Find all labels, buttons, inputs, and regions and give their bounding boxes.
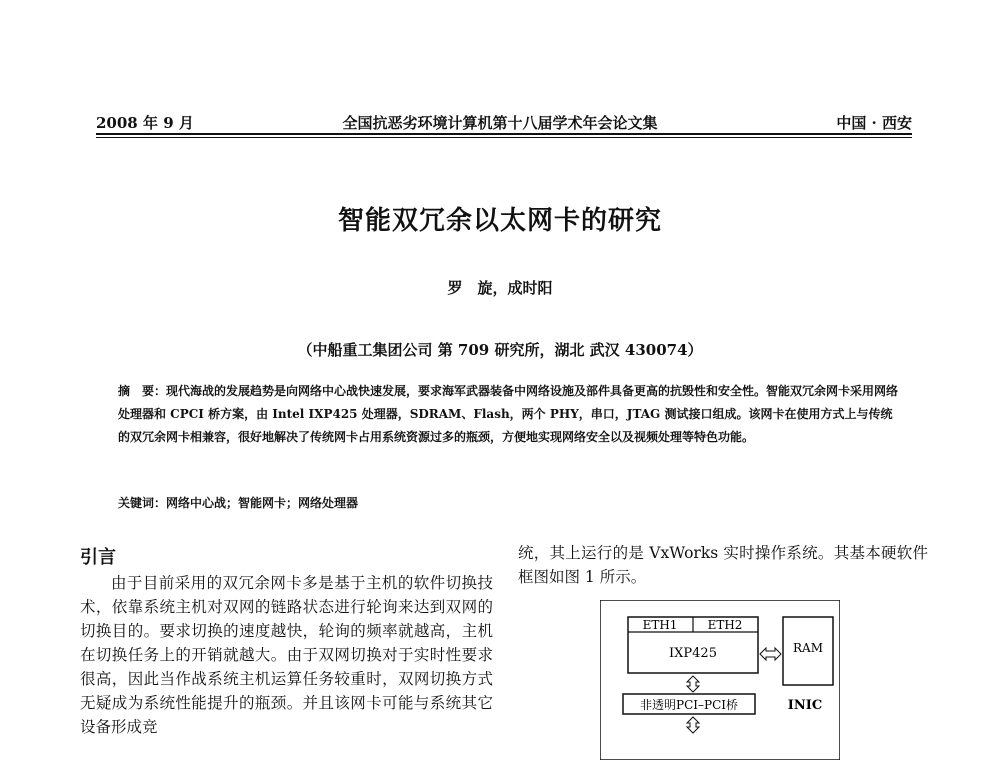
pci-bus-arrow-top — [687, 676, 699, 692]
left-column-paragraph: 由于目前采用的双冗余网卡多是基于主机的软件切换技术，依靠系统主机对双网的链路状态进行轮询来达到双网的切换目的。要求切换的速度越快，轮询的频率就越高，主机在切换任务上的开销就越大。由于双网切换对于实时性要求很高，因此当作战系统主机运算任务较重时，双网切换方式无疑成为系统性能提升的瓶颈。并且该网卡可能与系统其它设备形成竞 — [80, 574, 493, 736]
keywords — [118, 494, 902, 511]
inic-label: INIC — [787, 698, 823, 713]
header-rule-thin — [96, 137, 912, 138]
paper-affiliation: （中船重工集团公司 第 709 研究所，湖北 武汉 430074） — [297, 341, 703, 359]
abstract-label: 摘 要： — [118, 384, 167, 398]
hardware-block-diagram — [600, 600, 840, 760]
abstract-text: 现代海战的发展趋势是向网络中心战快速发展，要求海军武器装备中网络设施及部件具备更高的抗毁性和安全性。智能双冗余网卡采用网络处理器和 CPCI 桥方案，由 Intel IXP425 处理器，SDRAM、Flash，两个 PHY，串口，JTAG 测试接口组成。该网卡在使用方式上与传统的双冗余网卡相兼容，很好地解决了传统网卡占用系统资源过多的瓶颈，方便地实现网络安全以及视频处理等特色功能。 — [118, 384, 899, 444]
ram-label: RAM — [793, 641, 823, 655]
paper-title: 智能双冗余以太网卡的研究 — [337, 206, 662, 236]
abstract — [118, 380, 902, 449]
keywords-text: 网络中心战；智能网卡；网络处理器 — [166, 496, 359, 510]
pci-bus-arrow-bottom — [687, 717, 699, 733]
processor-label: IXP425 — [669, 646, 717, 661]
right-column-paragraph: 统，其上运行的是 VxWorks 实时操作系统。其基本硬软件框图如图 1 所示。 — [518, 544, 928, 586]
section-title: 引言 — [80, 547, 116, 568]
eth2-label: ETH2 — [707, 618, 743, 632]
header-date: 2008 年 9 月 — [96, 114, 194, 132]
header-conference: 全国抗恶劣环境计算机第十八届学术年会论文集 — [342, 114, 658, 132]
eth1-label: ETH1 — [642, 618, 678, 632]
header-location: 中国 · 西安 — [836, 114, 912, 132]
ram-bus-arrow — [760, 648, 781, 660]
keywords-label: 关键词： — [118, 496, 167, 510]
bridge-label: 非透明PCI–PCI桥 — [640, 698, 738, 712]
header-rule-thick — [96, 133, 912, 135]
paper-authors: 罗 旋，成时阳 — [447, 279, 553, 297]
